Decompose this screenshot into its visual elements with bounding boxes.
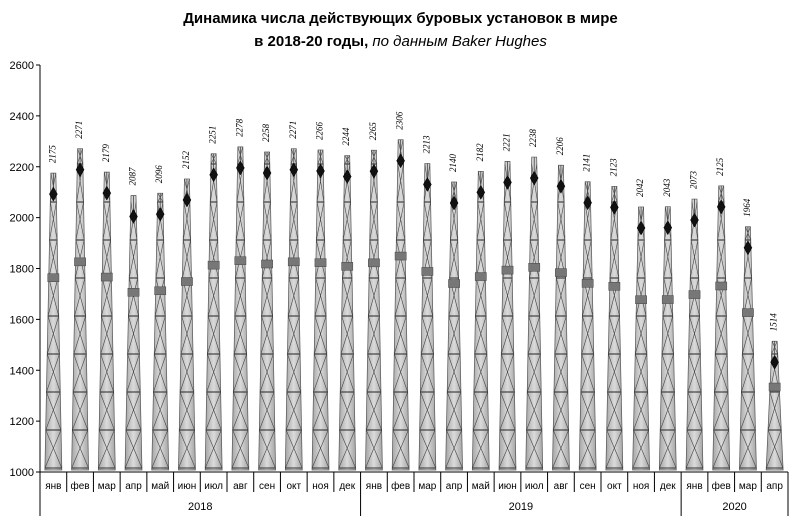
bar-platform bbox=[582, 279, 593, 287]
bar-platform bbox=[555, 269, 566, 277]
data-label: 2265 bbox=[367, 122, 378, 141]
bar-platform bbox=[689, 291, 700, 299]
data-label: 2175 bbox=[47, 145, 58, 164]
bar bbox=[526, 157, 543, 470]
bar bbox=[312, 150, 329, 470]
data-label: 2251 bbox=[207, 125, 218, 144]
data-label: 2043 bbox=[661, 178, 672, 197]
bar-body bbox=[152, 193, 169, 470]
bar bbox=[45, 173, 62, 470]
bar bbox=[472, 171, 489, 470]
bar-body bbox=[205, 154, 222, 470]
data-label: 2123 bbox=[608, 158, 619, 177]
bar bbox=[392, 140, 409, 470]
bar-platform bbox=[315, 259, 326, 267]
year-label: 2019 bbox=[508, 501, 534, 513]
x-tick-label: авг bbox=[233, 481, 248, 492]
bar-platform bbox=[662, 296, 673, 304]
bar bbox=[552, 165, 569, 470]
x-tick-label: янв bbox=[686, 481, 703, 492]
data-label: 1964 bbox=[741, 198, 752, 217]
chart-title: Динамика числа действующих буровых установок в мире bbox=[183, 10, 618, 27]
bar-platform bbox=[448, 280, 459, 288]
data-label: 2182 bbox=[474, 143, 485, 162]
bar-platform bbox=[609, 282, 620, 290]
bar bbox=[606, 186, 623, 470]
bar bbox=[686, 199, 703, 470]
bar bbox=[633, 207, 650, 470]
bar-body bbox=[446, 182, 463, 470]
bar-platform bbox=[128, 288, 139, 296]
x-tick-label: июл bbox=[204, 481, 223, 492]
x-tick-label: сен bbox=[259, 481, 276, 492]
bar-platform bbox=[288, 258, 299, 266]
x-tick-label: апр bbox=[766, 481, 783, 492]
y-tick-label: 1000 bbox=[9, 467, 34, 479]
bar-platform bbox=[235, 257, 246, 265]
y-tick-label: 2400 bbox=[9, 110, 34, 123]
x-tick-label: фев bbox=[391, 481, 411, 492]
bar-body bbox=[72, 149, 89, 470]
bar bbox=[766, 341, 783, 470]
y-tick-label: 1200 bbox=[9, 416, 34, 429]
data-label: 2221 bbox=[501, 133, 512, 152]
bar bbox=[178, 179, 195, 470]
y-tick-label: 1600 bbox=[9, 314, 34, 327]
year-label: 2020 bbox=[722, 501, 747, 513]
bar bbox=[339, 156, 356, 470]
data-label: 2266 bbox=[314, 121, 325, 140]
bar bbox=[152, 193, 169, 470]
bar-body bbox=[232, 147, 249, 470]
x-tick-label: май bbox=[151, 481, 170, 492]
x-tick-label: июн bbox=[498, 481, 517, 492]
bar-platform bbox=[742, 309, 753, 317]
data-label: 2244 bbox=[341, 127, 352, 146]
bar-body bbox=[579, 182, 596, 470]
bar bbox=[419, 163, 436, 470]
x-tick-label: ноя bbox=[632, 481, 650, 492]
bars bbox=[45, 140, 783, 470]
bar-body bbox=[259, 152, 276, 470]
bar bbox=[579, 182, 596, 470]
bar bbox=[499, 161, 516, 470]
bar-body bbox=[713, 186, 730, 470]
x-tick-label: апр bbox=[445, 481, 463, 492]
bar-platform bbox=[208, 261, 219, 269]
bar bbox=[72, 149, 89, 470]
data-label: 2278 bbox=[234, 118, 245, 137]
bar-body bbox=[552, 165, 569, 470]
x-tick-label: мар bbox=[418, 481, 437, 492]
bar-platform bbox=[155, 287, 166, 295]
bar bbox=[446, 182, 463, 470]
bar-platform bbox=[368, 259, 379, 267]
chart-title-years: в 2018-20 годы, bbox=[254, 33, 369, 50]
data-label: 2096 bbox=[154, 165, 165, 184]
bar bbox=[125, 195, 142, 470]
bar-body bbox=[312, 150, 329, 470]
bar-platform bbox=[422, 267, 433, 275]
y-tick-label: 2000 bbox=[9, 212, 34, 225]
x-tick-label: окт bbox=[286, 481, 302, 492]
x-tick-label: авг bbox=[553, 481, 569, 492]
bar-platform bbox=[635, 296, 646, 304]
data-label: 2152 bbox=[180, 150, 191, 169]
x-tick-label: янв bbox=[45, 481, 62, 492]
bar bbox=[98, 172, 115, 470]
data-label: 2179 bbox=[100, 144, 111, 163]
data-label: 2042 bbox=[635, 178, 646, 197]
bar-body bbox=[606, 186, 623, 470]
data-label: 2125 bbox=[715, 157, 726, 176]
bar-platform bbox=[48, 274, 59, 282]
data-label: 2073 bbox=[688, 171, 699, 190]
bar bbox=[659, 207, 676, 470]
data-label: 2306 bbox=[394, 111, 405, 130]
bar bbox=[739, 227, 756, 470]
x-tick-label: сен bbox=[579, 481, 596, 492]
bar bbox=[232, 147, 249, 470]
x-tick-label: янв bbox=[365, 481, 383, 492]
bar-platform bbox=[529, 263, 540, 271]
bar bbox=[713, 186, 730, 470]
x-tick-label: фев bbox=[70, 481, 90, 492]
data-label: 2258 bbox=[261, 123, 272, 142]
bar-platform bbox=[101, 273, 112, 281]
bar-platform bbox=[74, 258, 85, 266]
bar-platform bbox=[395, 252, 406, 260]
y-tick-label: 1800 bbox=[9, 263, 34, 276]
x-tick-label: фев bbox=[711, 481, 731, 492]
x-tick-label: дек bbox=[659, 481, 676, 492]
bar-body bbox=[285, 149, 302, 470]
x-tick-label: апр bbox=[125, 481, 142, 492]
x-tick-label: ноя bbox=[312, 481, 329, 492]
chart-subtitle: по данным Baker Hughes bbox=[372, 33, 547, 50]
bar-body bbox=[365, 150, 382, 470]
bar-platform bbox=[769, 383, 780, 391]
bar-platform bbox=[716, 282, 727, 290]
year-label: 2018 bbox=[188, 501, 213, 513]
bar bbox=[365, 150, 382, 470]
data-label: 2238 bbox=[528, 129, 539, 148]
bar bbox=[285, 149, 302, 470]
bar-platform bbox=[342, 262, 353, 270]
data-label: 2213 bbox=[421, 135, 432, 154]
x-tick-label: окт bbox=[607, 481, 622, 492]
data-label: 2206 bbox=[554, 137, 565, 156]
y-tick-label: 1400 bbox=[9, 365, 34, 378]
data-label: 2140 bbox=[448, 154, 459, 173]
data-label: 1514 bbox=[768, 313, 779, 332]
x-tick-label: май bbox=[471, 481, 490, 492]
bar-platform bbox=[261, 260, 272, 268]
data-label: 2087 bbox=[127, 167, 138, 186]
bar bbox=[259, 152, 276, 470]
x-tick-label: июн bbox=[177, 481, 197, 492]
data-label: 2141 bbox=[581, 153, 592, 172]
bar-body bbox=[339, 156, 356, 470]
data-label: 2271 bbox=[74, 120, 85, 139]
bar-body bbox=[419, 163, 436, 470]
data-label: 2271 bbox=[287, 120, 298, 139]
y-tick-label: 2200 bbox=[9, 161, 34, 174]
bar-platform bbox=[181, 278, 192, 286]
y-tick-label: 2600 bbox=[9, 60, 34, 72]
bar-platform bbox=[475, 273, 486, 281]
bar-body bbox=[392, 140, 409, 470]
x-tick-label: июл bbox=[524, 481, 544, 492]
x-tick-label: дек bbox=[339, 481, 356, 492]
bar-body bbox=[526, 157, 543, 470]
x-tick-label: мар bbox=[738, 481, 757, 492]
x-tick-label: мар bbox=[97, 481, 116, 492]
bar-platform bbox=[502, 266, 513, 274]
bar bbox=[205, 154, 222, 470]
